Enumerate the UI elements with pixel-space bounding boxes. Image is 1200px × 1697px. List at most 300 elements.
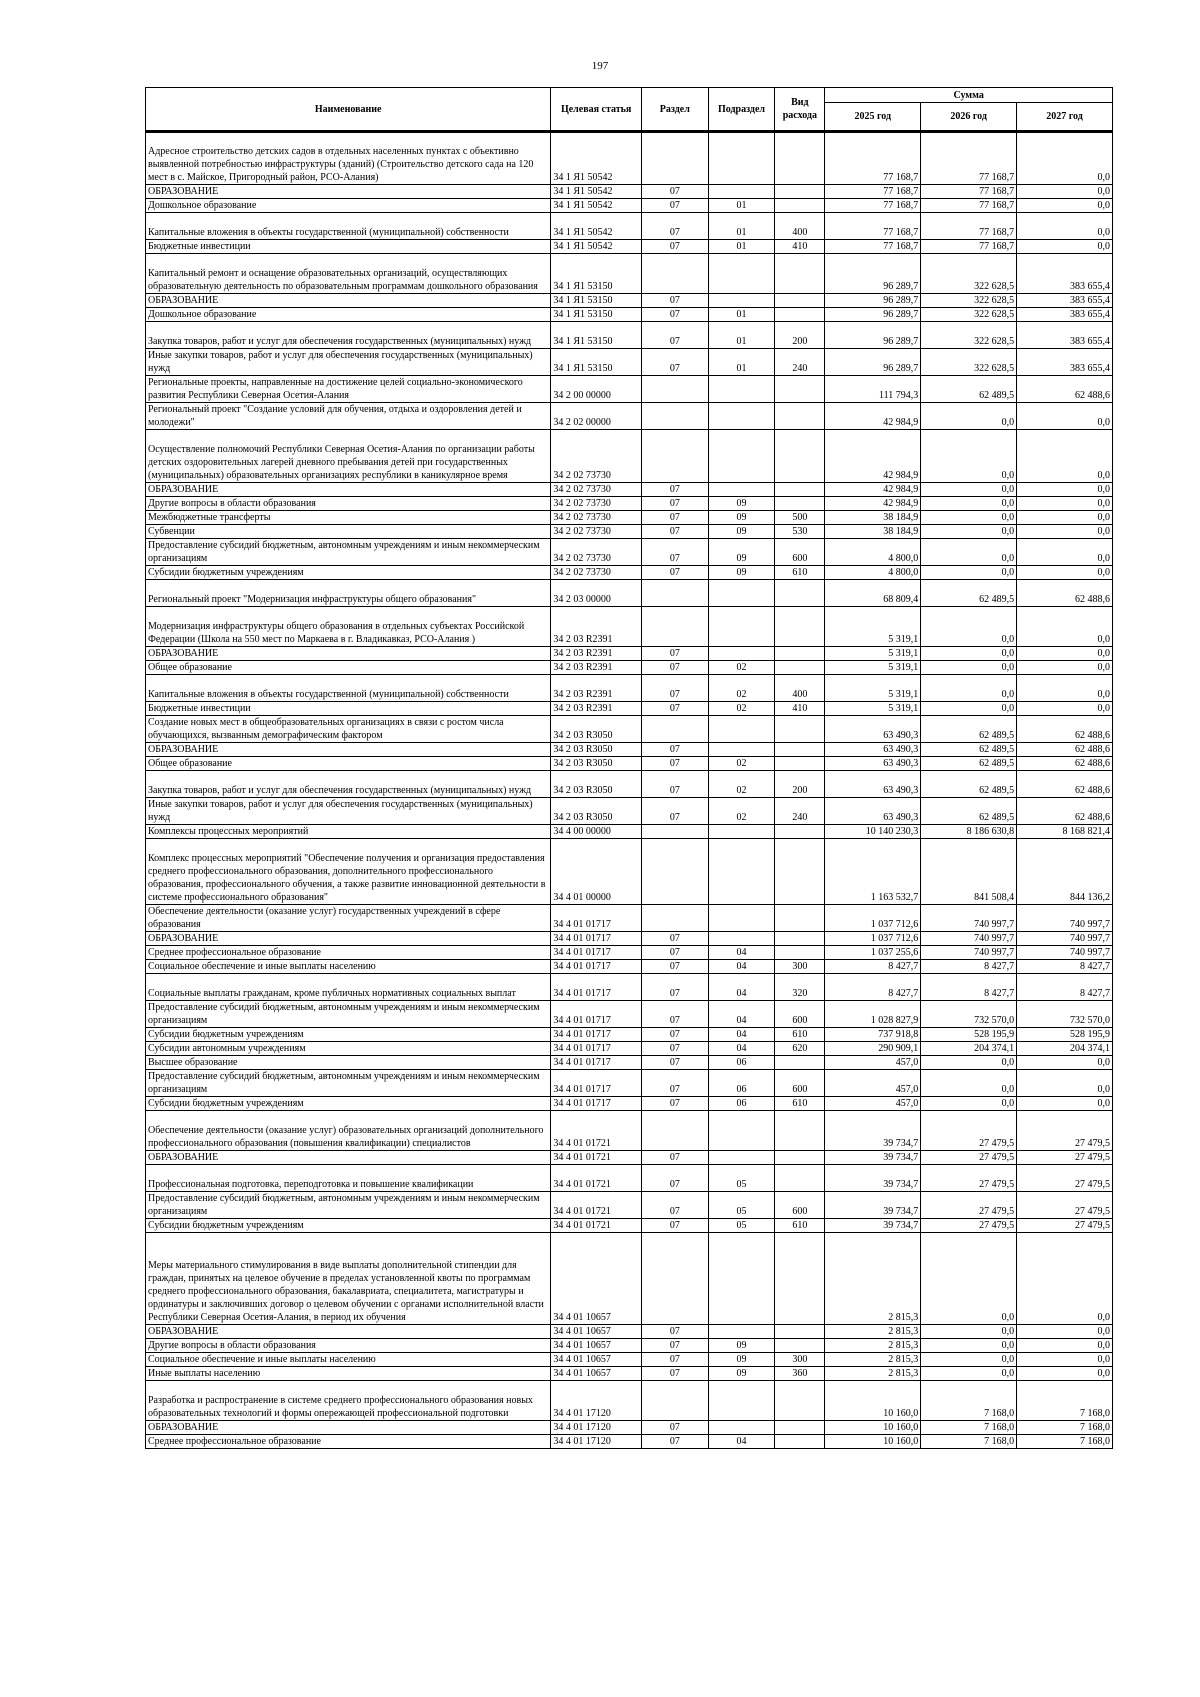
row-expense-type: 530 bbox=[775, 525, 825, 539]
row-expense-type bbox=[775, 430, 825, 483]
table-row bbox=[146, 1192, 1113, 1219]
table-row bbox=[146, 294, 1113, 308]
row-name: Предоставление субсидий бюджетным, автономным учреждениям и иным некоммерческим организациям bbox=[146, 539, 551, 566]
row-value-2025: 10 160,0 bbox=[825, 1435, 921, 1449]
row-value-2027: 0,0 bbox=[1017, 213, 1113, 240]
row-expense-type bbox=[775, 1151, 825, 1165]
table-row bbox=[146, 199, 1113, 213]
row-section: 07 bbox=[641, 974, 708, 1001]
row-expense-type bbox=[775, 132, 825, 185]
row-value-2026: 0,0 bbox=[921, 675, 1017, 702]
row-section bbox=[641, 376, 708, 403]
row-value-2026: 7 168,0 bbox=[921, 1435, 1017, 1449]
row-section: 07 bbox=[641, 1070, 708, 1097]
row-value-2026: 7 168,0 bbox=[921, 1421, 1017, 1435]
table-row bbox=[146, 525, 1113, 539]
header-section: Раздел bbox=[641, 88, 708, 132]
row-subsection: 09 bbox=[708, 525, 775, 539]
row-name: Субсидии бюджетным учреждениям bbox=[146, 1097, 551, 1111]
row-name: Создание новых мест в общеобразовательных организациях в связи с ростом числа обучающихся, вызванным демографическим фактором bbox=[146, 716, 551, 743]
row-target: 34 1 Я1 53150 bbox=[551, 322, 642, 349]
row-target: 34 2 02 00000 bbox=[551, 403, 642, 430]
row-subsection: 01 bbox=[708, 322, 775, 349]
row-value-2025: 457,0 bbox=[825, 1097, 921, 1111]
table-row bbox=[146, 1165, 1113, 1192]
row-section: 07 bbox=[641, 483, 708, 497]
row-section: 07 bbox=[641, 1219, 708, 1233]
row-expense-type bbox=[775, 905, 825, 932]
row-name: Профессиональная подготовка, переподготовка и повышение квалификации bbox=[146, 1165, 551, 1192]
row-expense-type bbox=[775, 497, 825, 511]
row-value-2025: 63 490,3 bbox=[825, 716, 921, 743]
row-value-2027: 27 479,5 bbox=[1017, 1165, 1113, 1192]
row-value-2027: 0,0 bbox=[1017, 539, 1113, 566]
row-expense-type: 240 bbox=[775, 798, 825, 825]
row-value-2027: 62 488,6 bbox=[1017, 376, 1113, 403]
row-name: Социальное обеспечение и иные выплаты населению bbox=[146, 960, 551, 974]
row-value-2027: 0,0 bbox=[1017, 430, 1113, 483]
row-subsection bbox=[708, 376, 775, 403]
row-target: 34 4 01 01717 bbox=[551, 974, 642, 1001]
row-value-2026: 8 427,7 bbox=[921, 960, 1017, 974]
row-name: Комплекс процессных мероприятий "Обеспечение получения и организация предоставления среднего профессионального образования, дополнительного профессионального образования, профессионального обучения, а также развитие инновационной деятельности в системе профессионального образования" bbox=[146, 839, 551, 905]
row-value-2026: 0,0 bbox=[921, 511, 1017, 525]
row-name: Разработка и распространение в системе среднего профессионального образования новых образовательных технологий и формы опережающей профессиональной подготовки bbox=[146, 1381, 551, 1421]
row-value-2027: 8 427,7 bbox=[1017, 974, 1113, 1001]
row-subsection bbox=[708, 430, 775, 483]
row-value-2026: 204 374,1 bbox=[921, 1042, 1017, 1056]
row-value-2025: 10 160,0 bbox=[825, 1381, 921, 1421]
row-name: Общее образование bbox=[146, 757, 551, 771]
row-target: 34 4 01 10657 bbox=[551, 1325, 642, 1339]
row-target: 34 2 02 73730 bbox=[551, 525, 642, 539]
row-subsection bbox=[708, 294, 775, 308]
row-value-2025: 42 984,9 bbox=[825, 403, 921, 430]
row-subsection: 04 bbox=[708, 960, 775, 974]
row-value-2026: 322 628,5 bbox=[921, 349, 1017, 376]
table-row bbox=[146, 1435, 1113, 1449]
row-value-2027: 0,0 bbox=[1017, 132, 1113, 185]
row-expense-type bbox=[775, 580, 825, 607]
row-expense-type bbox=[775, 946, 825, 960]
row-value-2027: 0,0 bbox=[1017, 511, 1113, 525]
row-value-2027: 732 570,0 bbox=[1017, 1001, 1113, 1028]
row-value-2027: 0,0 bbox=[1017, 1339, 1113, 1353]
row-name: Обеспечение деятельности (оказание услуг) образовательных организаций дополнительного профессионального образования (повышения квалификации) специалистов bbox=[146, 1111, 551, 1151]
table-row bbox=[146, 743, 1113, 757]
row-subsection: 01 bbox=[708, 240, 775, 254]
row-name: Межбюджетные трансферты bbox=[146, 511, 551, 525]
row-target: 34 1 Я1 53150 bbox=[551, 308, 642, 322]
row-value-2025: 63 490,3 bbox=[825, 771, 921, 798]
table-row bbox=[146, 497, 1113, 511]
row-value-2027: 7 168,0 bbox=[1017, 1381, 1113, 1421]
row-value-2025: 63 490,3 bbox=[825, 798, 921, 825]
row-subsection bbox=[708, 254, 775, 294]
row-target: 34 4 01 01717 bbox=[551, 1070, 642, 1097]
row-target: 34 4 01 17120 bbox=[551, 1421, 642, 1435]
row-section: 07 bbox=[641, 675, 708, 702]
row-value-2025: 2 815,3 bbox=[825, 1353, 921, 1367]
row-value-2026: 62 489,5 bbox=[921, 716, 1017, 743]
row-value-2026: 0,0 bbox=[921, 525, 1017, 539]
row-expense-type: 400 bbox=[775, 213, 825, 240]
row-value-2027: 8 427,7 bbox=[1017, 960, 1113, 974]
row-expense-type bbox=[775, 403, 825, 430]
row-name: Модернизация инфраструктуры общего образования в отдельных субъектах Российской Федерации (Школа на 550 мест по Маркаева в г. Владикавказ, РСО-Алания ) bbox=[146, 607, 551, 647]
row-subsection bbox=[708, 716, 775, 743]
row-section: 07 bbox=[641, 1339, 708, 1353]
row-section: 07 bbox=[641, 771, 708, 798]
row-expense-type bbox=[775, 1435, 825, 1449]
row-subsection: 05 bbox=[708, 1219, 775, 1233]
table-row bbox=[146, 1042, 1113, 1056]
table-row bbox=[146, 539, 1113, 566]
row-value-2025: 68 809,4 bbox=[825, 580, 921, 607]
row-expense-type bbox=[775, 185, 825, 199]
row-section bbox=[641, 607, 708, 647]
row-section: 07 bbox=[641, 294, 708, 308]
row-value-2025: 39 734,7 bbox=[825, 1219, 921, 1233]
row-value-2026: 0,0 bbox=[921, 607, 1017, 647]
row-target: 34 2 03 R2391 bbox=[551, 661, 642, 675]
row-section bbox=[641, 403, 708, 430]
row-target: 34 4 01 10657 bbox=[551, 1353, 642, 1367]
row-target: 34 4 01 17120 bbox=[551, 1381, 642, 1421]
table-row bbox=[146, 240, 1113, 254]
row-value-2026: 732 570,0 bbox=[921, 1001, 1017, 1028]
row-value-2026: 62 489,5 bbox=[921, 757, 1017, 771]
row-name: Капитальные вложения в объекты государственной (муниципальной) собственности bbox=[146, 675, 551, 702]
row-name: Адресное строительство детских садов в отдельных населенных пунктах с объективно выявленной потребностью инфраструктуры (зданий) (Строительство детского сада на 120 мест в с. Майское, Пригородный район, РСО-Алания) bbox=[146, 132, 551, 185]
row-name: Социальное обеспечение и иные выплаты населению bbox=[146, 1353, 551, 1367]
row-expense-type: 500 bbox=[775, 511, 825, 525]
row-section bbox=[641, 580, 708, 607]
row-expense-type: 600 bbox=[775, 539, 825, 566]
table-row bbox=[146, 349, 1113, 376]
row-expense-type: 300 bbox=[775, 960, 825, 974]
row-section: 07 bbox=[641, 308, 708, 322]
row-value-2027: 740 997,7 bbox=[1017, 946, 1113, 960]
row-name: Предоставление субсидий бюджетным, автономным учреждениям и иным некоммерческим организациям bbox=[146, 1070, 551, 1097]
row-value-2027: 62 488,6 bbox=[1017, 716, 1113, 743]
row-expense-type: 610 bbox=[775, 566, 825, 580]
row-value-2026: 77 168,7 bbox=[921, 213, 1017, 240]
table-row bbox=[146, 716, 1113, 743]
row-name: Предоставление субсидий бюджетным, автономным учреждениям и иным некоммерческим организациям bbox=[146, 1001, 551, 1028]
row-value-2027: 62 488,6 bbox=[1017, 580, 1113, 607]
row-name: Закупка товаров, работ и услуг для обеспечения государственных (муниципальных) нужд bbox=[146, 771, 551, 798]
row-target: 34 4 01 10657 bbox=[551, 1367, 642, 1381]
row-value-2026: 0,0 bbox=[921, 483, 1017, 497]
row-section: 07 bbox=[641, 525, 708, 539]
row-target: 34 2 03 R2391 bbox=[551, 675, 642, 702]
row-expense-type bbox=[775, 1381, 825, 1421]
row-value-2026: 322 628,5 bbox=[921, 254, 1017, 294]
table-row bbox=[146, 566, 1113, 580]
row-section: 07 bbox=[641, 1097, 708, 1111]
row-subsection bbox=[708, 1111, 775, 1151]
row-value-2027: 0,0 bbox=[1017, 1070, 1113, 1097]
row-subsection bbox=[708, 580, 775, 607]
row-expense-type bbox=[775, 743, 825, 757]
row-value-2026: 8 186 630,8 bbox=[921, 825, 1017, 839]
row-value-2027: 0,0 bbox=[1017, 525, 1113, 539]
row-subsection bbox=[708, 403, 775, 430]
row-value-2025: 5 319,1 bbox=[825, 661, 921, 675]
row-value-2026: 0,0 bbox=[921, 1070, 1017, 1097]
table-row bbox=[146, 1233, 1113, 1325]
row-value-2026: 0,0 bbox=[921, 566, 1017, 580]
table-row bbox=[146, 1070, 1113, 1097]
row-name: Предоставление субсидий бюджетным, автономным учреждениям и иным некоммерческим организациям bbox=[146, 1192, 551, 1219]
row-expense-type bbox=[775, 661, 825, 675]
row-section: 07 bbox=[641, 240, 708, 254]
row-name: ОБРАЗОВАНИЕ bbox=[146, 1325, 551, 1339]
row-target: 34 2 02 73730 bbox=[551, 566, 642, 580]
row-expense-type bbox=[775, 1111, 825, 1151]
row-value-2025: 5 319,1 bbox=[825, 647, 921, 661]
row-expense-type bbox=[775, 1165, 825, 1192]
row-subsection bbox=[708, 1325, 775, 1339]
row-value-2027: 383 655,4 bbox=[1017, 349, 1113, 376]
row-value-2027: 27 479,5 bbox=[1017, 1151, 1113, 1165]
row-target: 34 4 01 01721 bbox=[551, 1165, 642, 1192]
table-row bbox=[146, 1001, 1113, 1028]
row-subsection: 02 bbox=[708, 771, 775, 798]
header-2025: 2025 год bbox=[825, 103, 921, 132]
header-2026: 2026 год bbox=[921, 103, 1017, 132]
row-target: 34 1 Я1 53150 bbox=[551, 254, 642, 294]
row-section: 07 bbox=[641, 497, 708, 511]
row-value-2025: 77 168,7 bbox=[825, 132, 921, 185]
row-target: 34 2 03 R3050 bbox=[551, 771, 642, 798]
row-section: 07 bbox=[641, 566, 708, 580]
row-value-2027: 62 488,6 bbox=[1017, 798, 1113, 825]
row-name: Закупка товаров, работ и услуг для обеспечения государственных (муниципальных) нужд bbox=[146, 322, 551, 349]
row-expense-type: 410 bbox=[775, 702, 825, 716]
row-section: 07 bbox=[641, 932, 708, 946]
row-target: 34 4 01 01717 bbox=[551, 1097, 642, 1111]
row-value-2026: 27 479,5 bbox=[921, 1151, 1017, 1165]
row-value-2026: 0,0 bbox=[921, 497, 1017, 511]
row-value-2026: 0,0 bbox=[921, 1353, 1017, 1367]
row-target: 34 4 01 01717 bbox=[551, 1042, 642, 1056]
row-subsection bbox=[708, 839, 775, 905]
table-row bbox=[146, 1353, 1113, 1367]
row-name: Общее образование bbox=[146, 661, 551, 675]
row-section: 07 bbox=[641, 322, 708, 349]
row-name: ОБРАЗОВАНИЕ bbox=[146, 932, 551, 946]
row-expense-type: 610 bbox=[775, 1028, 825, 1042]
row-value-2027: 0,0 bbox=[1017, 1325, 1113, 1339]
row-value-2025: 77 168,7 bbox=[825, 213, 921, 240]
header-expense-type: Вид расхода bbox=[775, 88, 825, 132]
row-subsection: 09 bbox=[708, 1353, 775, 1367]
row-subsection: 09 bbox=[708, 511, 775, 525]
row-name: Бюджетные инвестиции bbox=[146, 240, 551, 254]
page-number: 197 bbox=[591, 60, 609, 72]
row-name: Капитальные вложения в объекты государственной (муниципальной) собственности bbox=[146, 213, 551, 240]
row-value-2027: 7 168,0 bbox=[1017, 1421, 1113, 1435]
row-section: 07 bbox=[641, 1353, 708, 1367]
row-subsection: 01 bbox=[708, 213, 775, 240]
table-row bbox=[146, 702, 1113, 716]
row-name: Субсидии бюджетным учреждениям bbox=[146, 1219, 551, 1233]
row-section: 07 bbox=[641, 960, 708, 974]
row-section bbox=[641, 716, 708, 743]
row-section bbox=[641, 430, 708, 483]
table-row bbox=[146, 580, 1113, 607]
row-subsection: 05 bbox=[708, 1165, 775, 1192]
row-target: 34 4 01 01721 bbox=[551, 1192, 642, 1219]
row-expense-type bbox=[775, 483, 825, 497]
table-row bbox=[146, 1097, 1113, 1111]
row-section: 07 bbox=[641, 1151, 708, 1165]
row-value-2025: 42 984,9 bbox=[825, 430, 921, 483]
row-expense-type bbox=[775, 839, 825, 905]
row-section bbox=[641, 132, 708, 185]
row-name: ОБРАЗОВАНИЕ bbox=[146, 185, 551, 199]
row-value-2025: 4 800,0 bbox=[825, 566, 921, 580]
row-value-2026: 77 168,7 bbox=[921, 240, 1017, 254]
table-row bbox=[146, 771, 1113, 798]
row-value-2025: 1 037 712,6 bbox=[825, 905, 921, 932]
row-target: 34 2 03 R3050 bbox=[551, 798, 642, 825]
row-target: 34 2 03 R2391 bbox=[551, 702, 642, 716]
row-name: Субвенции bbox=[146, 525, 551, 539]
row-value-2027: 0,0 bbox=[1017, 661, 1113, 675]
row-subsection: 01 bbox=[708, 199, 775, 213]
table-row bbox=[146, 1219, 1113, 1233]
row-target: 34 1 Я1 50542 bbox=[551, 132, 642, 185]
row-expense-type bbox=[775, 1056, 825, 1070]
row-value-2026: 27 479,5 bbox=[921, 1219, 1017, 1233]
row-value-2025: 96 289,7 bbox=[825, 349, 921, 376]
row-value-2025: 5 319,1 bbox=[825, 702, 921, 716]
row-section: 07 bbox=[641, 1165, 708, 1192]
row-name: Осуществление полномочий Республики Северная Осетия-Алания по организации работы детских оздоровительных лагерей дневного пребывания детей при государственных (муниципальных) образовательных организациях республики в каникулярное время bbox=[146, 430, 551, 483]
row-subsection: 04 bbox=[708, 974, 775, 1001]
row-target: 34 2 03 R3050 bbox=[551, 757, 642, 771]
row-subsection: 01 bbox=[708, 308, 775, 322]
row-section: 07 bbox=[641, 661, 708, 675]
row-section bbox=[641, 1233, 708, 1325]
row-value-2027: 383 655,4 bbox=[1017, 322, 1113, 349]
row-name: Среднее профессиональное образование bbox=[146, 946, 551, 960]
row-target: 34 1 Я1 50542 bbox=[551, 199, 642, 213]
row-subsection: 02 bbox=[708, 798, 775, 825]
row-name: Среднее профессиональное образование bbox=[146, 1435, 551, 1449]
table-row bbox=[146, 1028, 1113, 1042]
row-section: 07 bbox=[641, 757, 708, 771]
row-value-2025: 96 289,7 bbox=[825, 294, 921, 308]
row-value-2027: 0,0 bbox=[1017, 1097, 1113, 1111]
row-target: 34 4 01 00000 bbox=[551, 839, 642, 905]
row-value-2027: 0,0 bbox=[1017, 647, 1113, 661]
row-subsection: 04 bbox=[708, 1001, 775, 1028]
row-value-2026: 27 479,5 bbox=[921, 1165, 1017, 1192]
row-value-2026: 740 997,7 bbox=[921, 946, 1017, 960]
row-section: 07 bbox=[641, 185, 708, 199]
row-subsection: 06 bbox=[708, 1070, 775, 1097]
row-value-2026: 740 997,7 bbox=[921, 932, 1017, 946]
row-value-2025: 39 734,7 bbox=[825, 1165, 921, 1192]
row-expense-type: 200 bbox=[775, 322, 825, 349]
row-value-2025: 38 184,9 bbox=[825, 525, 921, 539]
row-value-2027: 0,0 bbox=[1017, 199, 1113, 213]
row-value-2025: 77 168,7 bbox=[825, 185, 921, 199]
table-row bbox=[146, 1421, 1113, 1435]
row-target: 34 4 01 01721 bbox=[551, 1151, 642, 1165]
row-target: 34 4 01 01717 bbox=[551, 932, 642, 946]
row-expense-type: 360 bbox=[775, 1367, 825, 1381]
row-value-2027: 8 168 821,4 bbox=[1017, 825, 1113, 839]
row-expense-type bbox=[775, 294, 825, 308]
row-expense-type: 610 bbox=[775, 1097, 825, 1111]
row-expense-type bbox=[775, 757, 825, 771]
table-row bbox=[146, 1367, 1113, 1381]
row-value-2025: 4 800,0 bbox=[825, 539, 921, 566]
row-section: 07 bbox=[641, 1056, 708, 1070]
table-row bbox=[146, 757, 1113, 771]
row-value-2025: 2 815,3 bbox=[825, 1233, 921, 1325]
row-section: 07 bbox=[641, 1325, 708, 1339]
row-subsection bbox=[708, 132, 775, 185]
row-target: 34 2 02 73730 bbox=[551, 497, 642, 511]
row-value-2025: 457,0 bbox=[825, 1056, 921, 1070]
row-expense-type bbox=[775, 932, 825, 946]
row-name: Капитальный ремонт и оснащение образовательных организаций, осуществляющих образовательную деятельность по образовательным программам дошкольного образования bbox=[146, 254, 551, 294]
table-row bbox=[146, 839, 1113, 905]
row-value-2027: 528 195,9 bbox=[1017, 1028, 1113, 1042]
row-section: 07 bbox=[641, 199, 708, 213]
header-target: Целевая статья bbox=[551, 88, 642, 132]
table-row bbox=[146, 483, 1113, 497]
row-expense-type bbox=[775, 716, 825, 743]
row-target: 34 4 01 01721 bbox=[551, 1111, 642, 1151]
row-expense-type: 240 bbox=[775, 349, 825, 376]
row-value-2027: 383 655,4 bbox=[1017, 308, 1113, 322]
row-value-2026: 0,0 bbox=[921, 647, 1017, 661]
row-value-2026: 0,0 bbox=[921, 1325, 1017, 1339]
row-name: Высшее образование bbox=[146, 1056, 551, 1070]
row-value-2026: 0,0 bbox=[921, 539, 1017, 566]
row-expense-type bbox=[775, 376, 825, 403]
row-value-2027: 7 168,0 bbox=[1017, 1435, 1113, 1449]
row-subsection: 02 bbox=[708, 702, 775, 716]
row-value-2025: 63 490,3 bbox=[825, 743, 921, 757]
row-subsection: 09 bbox=[708, 497, 775, 511]
header-sum: Сумма bbox=[825, 88, 1113, 103]
row-value-2025: 77 168,7 bbox=[825, 240, 921, 254]
row-value-2026: 27 479,5 bbox=[921, 1192, 1017, 1219]
table-row bbox=[146, 1381, 1113, 1421]
row-subsection bbox=[708, 1421, 775, 1435]
row-target: 34 1 Я1 53150 bbox=[551, 294, 642, 308]
row-expense-type: 410 bbox=[775, 240, 825, 254]
row-subsection: 01 bbox=[708, 349, 775, 376]
row-expense-type: 600 bbox=[775, 1192, 825, 1219]
row-name: ОБРАЗОВАНИЕ bbox=[146, 647, 551, 661]
row-section bbox=[641, 905, 708, 932]
row-section: 07 bbox=[641, 349, 708, 376]
row-value-2027: 27 479,5 bbox=[1017, 1219, 1113, 1233]
row-value-2027: 0,0 bbox=[1017, 1233, 1113, 1325]
row-expense-type bbox=[775, 607, 825, 647]
row-expense-type: 400 bbox=[775, 675, 825, 702]
row-target: 34 2 03 R3050 bbox=[551, 743, 642, 757]
